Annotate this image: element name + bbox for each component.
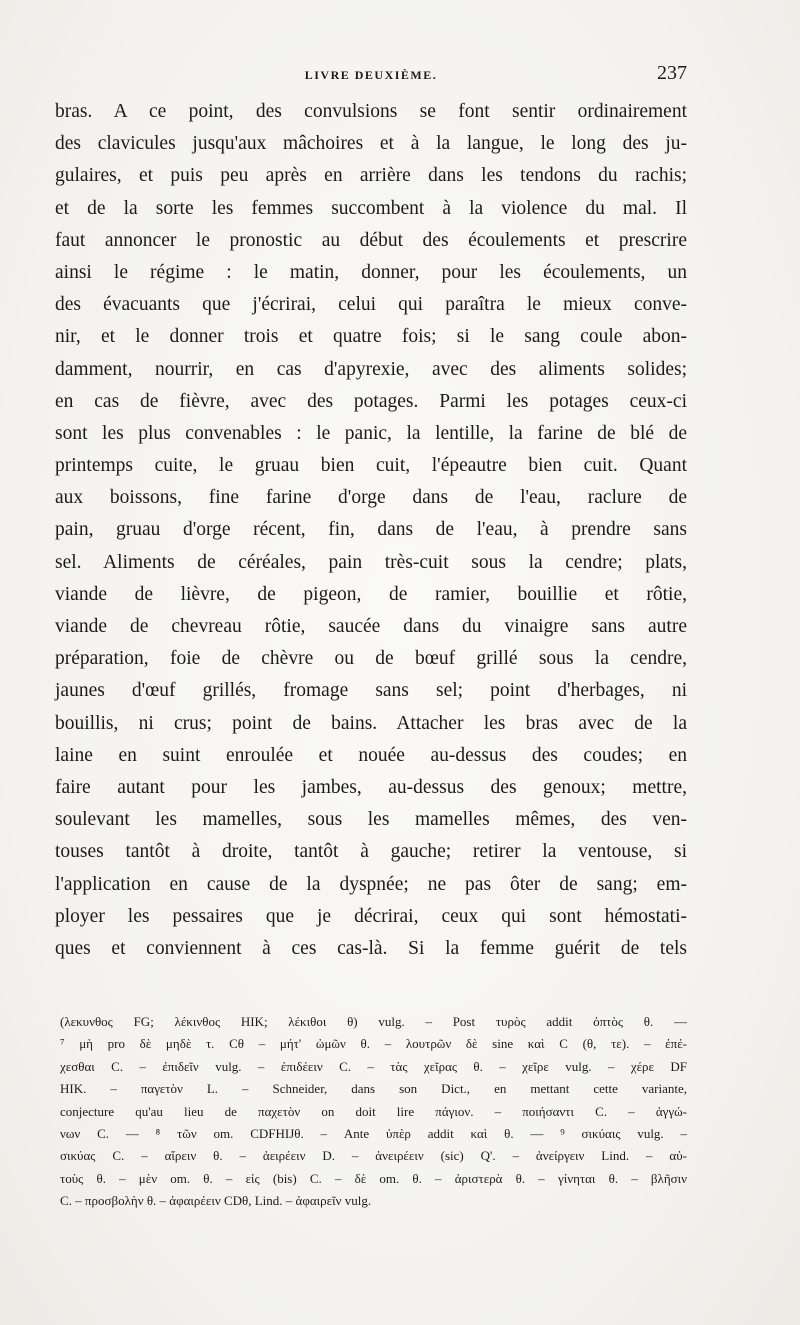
text-line: bras. A ce point, des convulsions se font sentir ordinairement [55,101,687,122]
text-line: ainsi le régime : le matin, donner, pour les écoulements, un [55,261,687,283]
text-line: damment, nourrir, en cas d'apyrexie, avec des aliments solides; [55,358,687,380]
footnote-line: (λεκυνθος FG; λέκινθος HIK; λέκιθοι θ) vulg. – Post τυρὸς addit ὀπτὸς θ. — [60,1014,687,1029]
text-line: sont les plus convenables : le panic, la lentille, la farine de blé de [55,422,687,444]
main-text [55,96,687,965]
text-line: touses tantôt à droite, tantôt à gauche; retirer la ventouse, si [55,841,687,863]
running-title: LIVRE DEUXIÈME. [304,68,438,82]
page-number: 237 [657,62,687,84]
text-line: faut annoncer le pronostic au début des écoulements et prescrire [55,229,687,251]
text-line: des clavicules jusqu'aux mâchoires et à la langue, le long des ju- [55,133,687,155]
footnote-line: σικύας C. – αἴρειν θ. – ἀειρέειν D. – ἀνειρέειν (sic) Q'. – ἀνείργειν Lind. – αὐ- [60,1148,687,1164]
footnote-line: C. – προσβολὴν θ. – ἀφαιρέειν CDθ, Lind. – ἀφαιρεῖν vulg. [60,1193,372,1209]
running-head [55,62,687,90]
footnote-line: χεσθαι C. – ἐπιδεῖν vulg. – ἐπιδέειν C. – τὰς χεῖρας θ. – χεῖρε vulg. – χέρε DF [60,1058,687,1074]
text-line: nir, et le donner trois et quatre fois; si le sang coule abon- [55,326,687,348]
text-line: pain, gruau d'orge récent, fin, dans de l'eau, à prendre sans [55,519,687,541]
footnote-line: ⁷ μὴ pro δὲ μηδὲ τ. Cθ – μήτ' ὠμῶν θ. – λουτρῶν δὲ sine καὶ C (θ, τε). – ἐπέ- [60,1036,687,1052]
footnotes [60,1011,687,1213]
footnote-line: HIK. – παγετὸν L. – Schneider, dans son Dict., en mettant cette variante, [60,1081,687,1097]
text-line: sel. Aliments de céréales, pain très-cuit sous la cendre; plats, [55,551,687,573]
text-line: bouillis, ni crus; point de bains. Attacher les bras avec de la [55,712,687,734]
text-line: viande de chevreau rôtie, saucée dans du vinaigre sans autre [55,616,687,637]
text-line: gulaires, et puis peu après en arrière dans les tendons du rachis; [55,165,687,187]
text-line: et de la sorte les femmes succombent à la violence du mal. Il [55,197,687,219]
text-line: soulevant les mamelles, sous les mamelles mêmes, des ven- [55,809,687,831]
text-line: ques et conviennent à ces cas-là. Si la femme guérit de tels [55,937,687,959]
text-line: des évacuants que j'écrirai, celui qui paraîtra le mieux conve- [55,294,687,316]
footnote-line: τοὺς θ. – μὲν om. θ. – εἰς (bis) C. – δὲ om. θ. – ἀριστερὰ θ. – γίνηται θ. – βλῆσιν [60,1170,687,1186]
text-line: préparation, foie de chèvre ou de bœuf grillé sous la cendre, [55,648,687,670]
text-line: viande de lièvre, de pigeon, de ramier, bouillie et rôtie, [55,583,687,605]
text-line: printemps cuite, le gruau bien cuit, l'épeautre bien cuit. Quant [55,455,687,477]
text-line: ployer les pessaires que je décrirai, ceux qui sont hémostati- [55,905,687,927]
text-line: l'application en cause de la dyspnée; ne pas ôter de sang; em- [55,873,687,895]
footnote-line: νων C. — ⁸ τῶν om. CDFHIJθ. – Ante ὑπὲρ addit καὶ θ. — ⁹ σικύαις vulg. – [60,1125,687,1141]
text-line: en cas de fièvre, avec des potages. Parmi les potages ceux-ci [55,390,687,412]
footnote-line: conjecture qu'au lieu de παχετὸν on doit lire πάγιον. – ποιήσαντι C. – ἀγγώ- [60,1103,687,1119]
text-line: aux boissons, fine farine d'orge dans de l'eau, raclure de [55,487,687,509]
text-line: laine en suint enroulée et nouée au-dessus des coudes; en [55,744,687,766]
text-line: jaunes d'œuf grillés, fromage sans sel; point d'herbages, ni [55,680,687,702]
text-line: faire autant pour les jambes, au-dessus des genoux; mettre, [55,776,687,798]
